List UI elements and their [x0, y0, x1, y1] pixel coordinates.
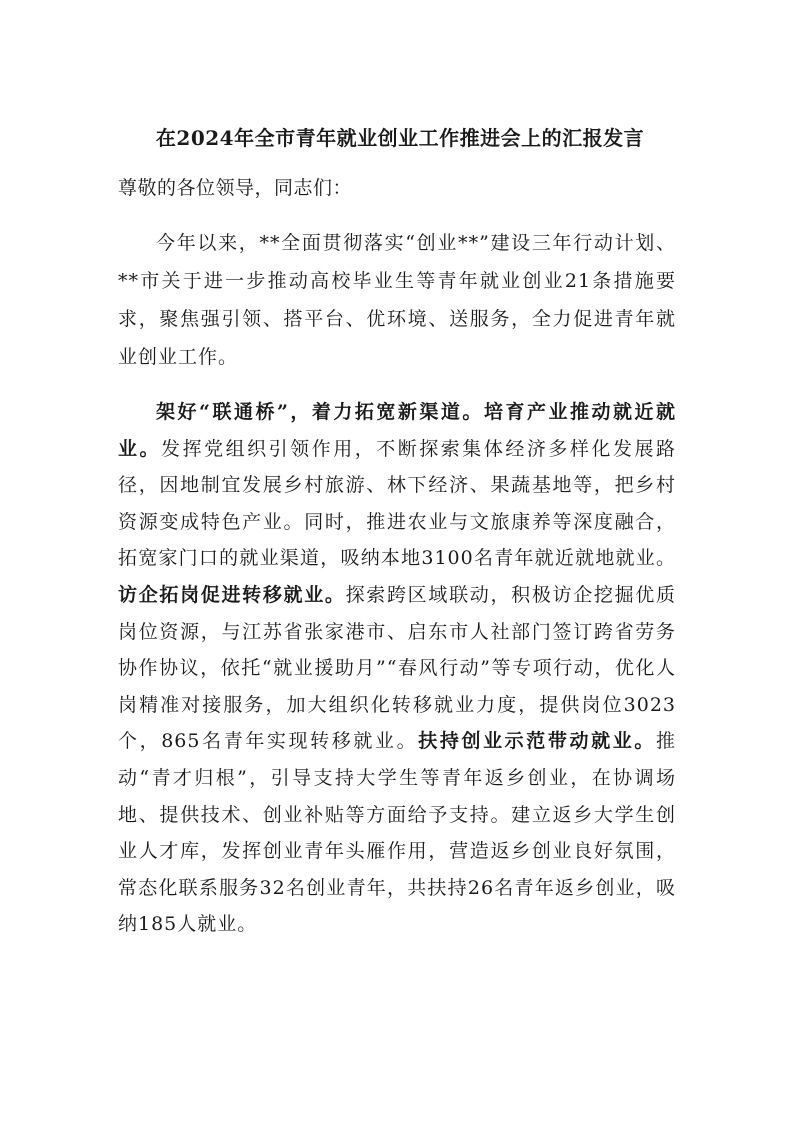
- section-1-paragraph: [118, 394, 676, 943]
- subsection-2-heading: 访企拓岗促进转移就业。: [118, 583, 346, 606]
- document-title: 在2024年全市青年就业创业工作推进会上的汇报发言: [155, 126, 645, 150]
- subsection-3-heading: 扶持创业示范带动就业。: [418, 730, 656, 753]
- subsection-3-text: 推动“青才归根”，引导支持大学生等青年返乡创业，在协调场地、提供技术、创业补贴等方面给予支持。建立返乡大学生创业人才库，发挥创业青年头雁作用，营造返乡创业良好氛围，常态化联系服务32名创业青年，共扶持26名青年返乡创业，吸纳185人就业。: [118, 730, 676, 936]
- subsection-1-heading: 培育产业推动就近就业。: [118, 401, 676, 460]
- salutation: 尊敬的各位领导，同志们：: [118, 177, 353, 199]
- intro-paragraph: 今年以来，**全面贯彻落实“创业**”建设三年行动计划、**市关于进一步推动高校毕业生等青年就业创业21条措施要求，聚焦强引领、搭平台、优环境、送服务，全力促进青年就业创业工作。: [118, 232, 676, 368]
- subsection-1-text: 发挥党组织引领作用，不断探索集体经济多样化发展路径，因地制宜发展乡村旅游、林下经济、果蔬基地等，把乡村资源变成特色产业。同时，推进农业与文旅康养等深度融合，拓宽家门口的就业渠道，吸纳本地3100名青年就近就地就业。: [118, 437, 676, 570]
- section-1-heading: 架好“联通桥”，着力拓宽新渠道。: [156, 401, 484, 423]
- subsection-2-text: 探索跨区域联动，积极访企挖掘优质岗位资源，与江苏省张家港市、启东市人社部门签订跨省劳务协作协议，依托“就业援助月”“春风行动”等专项行动，优化人岗精准对接服务，加大组织化转移就业力度，提供岗位3023个，865名青年实现转移就业。: [118, 583, 676, 753]
